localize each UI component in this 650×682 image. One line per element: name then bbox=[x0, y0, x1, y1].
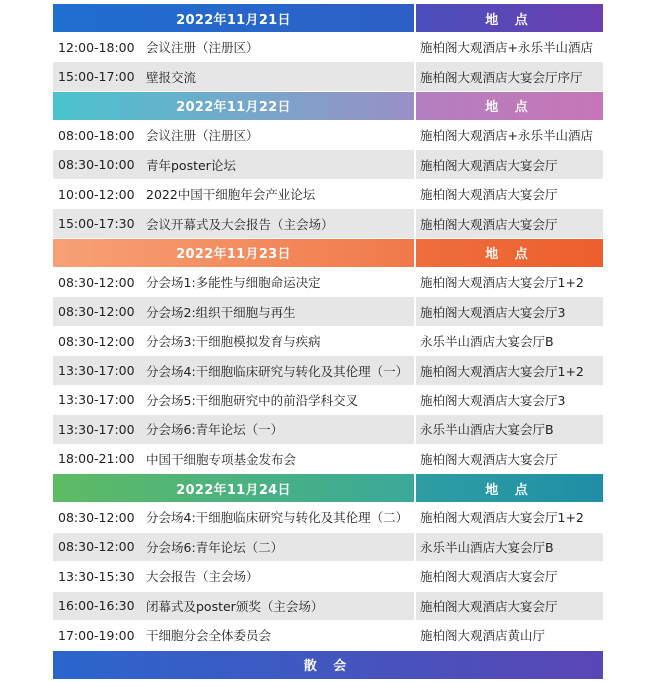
session-place: 施柏阁大观酒店大宴会厅3 bbox=[416, 297, 603, 325]
session-title: 会议注册（注册区） bbox=[146, 40, 259, 56]
place-column-header: 地 点 bbox=[416, 92, 603, 120]
session-title: 青年poster论坛 bbox=[146, 157, 236, 173]
session-place: 施柏阁大观酒店大宴会厅1+2 bbox=[416, 503, 603, 531]
day-date: 2022年11月23日 bbox=[53, 239, 414, 267]
schedule-row bbox=[53, 445, 603, 473]
session-cell bbox=[53, 503, 414, 531]
session-time: 15:00-17:30 bbox=[58, 216, 135, 232]
schedule-row bbox=[53, 327, 603, 355]
session-time: 13:30-17:00 bbox=[58, 363, 135, 378]
session-time: 08:30-12:00 bbox=[58, 304, 135, 320]
session-place: 施柏阁大观酒店大宴会厅3 bbox=[416, 386, 603, 414]
schedule-row bbox=[53, 62, 603, 90]
session-cell bbox=[53, 415, 414, 443]
schedule-row bbox=[53, 121, 603, 149]
session-title: 干细胞分会全体委员会 bbox=[146, 628, 272, 644]
schedule-row bbox=[53, 180, 603, 208]
place-column-header: 地 点 bbox=[416, 474, 603, 502]
session-title: 会议注册（注册区） bbox=[146, 128, 259, 144]
session-time: 13:30-17:00 bbox=[58, 392, 135, 408]
place-column-header: 地 点 bbox=[416, 4, 603, 32]
session-time: 08:30-12:00 bbox=[58, 274, 135, 290]
session-place: 施柏阁大观酒店大宴会厅 bbox=[416, 592, 603, 620]
session-title: 分会场6:青年论坛（二） bbox=[146, 539, 284, 555]
session-time: 08:30-12:00 bbox=[58, 509, 135, 525]
session-time: 08:00-18:00 bbox=[58, 127, 135, 143]
session-time: 08:30-12:00 bbox=[58, 539, 135, 555]
session-place: 施柏阁大观酒店大宴会厅 bbox=[416, 150, 603, 178]
session-cell bbox=[53, 445, 414, 473]
session-place: 永乐半山酒店大宴会厅B bbox=[416, 327, 603, 355]
schedule-row bbox=[53, 268, 603, 296]
schedule-row bbox=[53, 415, 603, 443]
session-title: 中国干细胞专项基金发布会 bbox=[146, 451, 297, 467]
session-cell bbox=[53, 180, 414, 208]
schedule-row bbox=[53, 297, 603, 325]
day-date: 2022年11月21日 bbox=[53, 4, 414, 32]
session-time: 13:30-15:30 bbox=[58, 568, 135, 584]
place-column-header: 地 点 bbox=[416, 239, 603, 267]
schedule-row bbox=[53, 356, 603, 384]
session-time: 15:00-17:00 bbox=[58, 69, 135, 85]
schedule-row bbox=[53, 150, 603, 178]
session-cell bbox=[53, 356, 414, 384]
session-place: 施柏阁大观酒店大宴会厅 bbox=[416, 562, 603, 590]
session-place: 施柏阁大观酒店黄山厅 bbox=[416, 621, 603, 649]
session-time: 16:00-16:30 bbox=[58, 598, 135, 614]
session-place: 施柏阁大观酒店大宴会厅 bbox=[416, 445, 603, 473]
session-title: 大会报告（主会场） bbox=[146, 569, 259, 585]
session-time: 10:00-12:00 bbox=[58, 186, 135, 202]
session-title: 分会场6:青年论坛（一） bbox=[146, 422, 284, 438]
day-date: 2022年11月24日 bbox=[53, 474, 414, 502]
schedule-row bbox=[53, 562, 603, 590]
day-header bbox=[53, 474, 603, 502]
session-title: 分会场4:干细胞临床研究与转化及其伦理（一） bbox=[146, 363, 409, 379]
schedule-row bbox=[53, 533, 603, 561]
day-header bbox=[53, 4, 603, 32]
session-cell bbox=[53, 268, 414, 296]
session-cell bbox=[53, 150, 414, 178]
schedule-table bbox=[53, 4, 603, 679]
session-cell bbox=[53, 562, 414, 590]
session-place: 施柏阁大观酒店大宴会厅 bbox=[416, 180, 603, 208]
day-header bbox=[53, 92, 603, 120]
schedule-row bbox=[53, 209, 603, 237]
session-place: 施柏阁大观酒店大宴会厅 bbox=[416, 209, 603, 237]
session-time: 13:30-17:00 bbox=[58, 421, 135, 437]
session-cell bbox=[53, 121, 414, 149]
session-cell bbox=[53, 592, 414, 620]
session-title: 会议开幕式及大会报告（主会场） bbox=[146, 216, 334, 232]
session-time: 12:00-18:00 bbox=[58, 39, 135, 55]
session-title: 2022中国干细胞年会产业论坛 bbox=[146, 187, 316, 203]
session-cell bbox=[53, 533, 414, 561]
session-title: 分会场1:多能性与细胞命运决定 bbox=[146, 275, 321, 291]
schedule-row bbox=[53, 621, 603, 649]
session-place: 施柏阁大观酒店大宴会厅1+2 bbox=[416, 268, 603, 296]
session-place: 永乐半山酒店大宴会厅B bbox=[416, 533, 603, 561]
session-cell bbox=[53, 327, 414, 355]
session-time: 08:30-10:00 bbox=[58, 157, 135, 173]
session-cell bbox=[53, 297, 414, 325]
session-time: 18:00-21:00 bbox=[58, 451, 135, 467]
session-title: 分会场3:干细胞模拟发育与疾病 bbox=[146, 334, 321, 350]
session-place: 施柏阁大观酒店+永乐半山酒店 bbox=[416, 121, 603, 149]
session-place: 永乐半山酒店大宴会厅B bbox=[416, 415, 603, 443]
schedule-row bbox=[53, 592, 603, 620]
day-date: 2022年11月22日 bbox=[53, 92, 414, 120]
session-cell bbox=[53, 621, 414, 649]
session-cell bbox=[53, 386, 414, 414]
day-header bbox=[53, 239, 603, 267]
session-place: 施柏阁大观酒店+永乐半山酒店 bbox=[416, 33, 603, 61]
schedule-row bbox=[53, 386, 603, 414]
session-cell bbox=[53, 62, 414, 90]
closing-banner: 散 会 bbox=[53, 651, 603, 679]
session-time: 17:00-19:00 bbox=[58, 627, 135, 643]
schedule-row bbox=[53, 503, 603, 531]
schedule-row bbox=[53, 33, 603, 61]
session-title: 分会场2:组织干细胞与再生 bbox=[146, 304, 296, 320]
session-cell bbox=[53, 33, 414, 61]
session-title: 壁报交流 bbox=[146, 69, 197, 85]
session-title: 闭幕式及poster颁奖（主会场） bbox=[146, 598, 324, 614]
session-time: 08:30-12:00 bbox=[58, 333, 135, 349]
session-title: 分会场4:干细胞临床研究与转化及其伦理（二） bbox=[146, 510, 409, 526]
session-cell bbox=[53, 209, 414, 237]
session-place: 施柏阁大观酒店大宴会厅序厅 bbox=[416, 62, 603, 90]
session-title: 分会场5:干细胞研究中的前沿学科交叉 bbox=[146, 392, 359, 408]
session-place: 施柏阁大观酒店大宴会厅1+2 bbox=[416, 356, 603, 384]
